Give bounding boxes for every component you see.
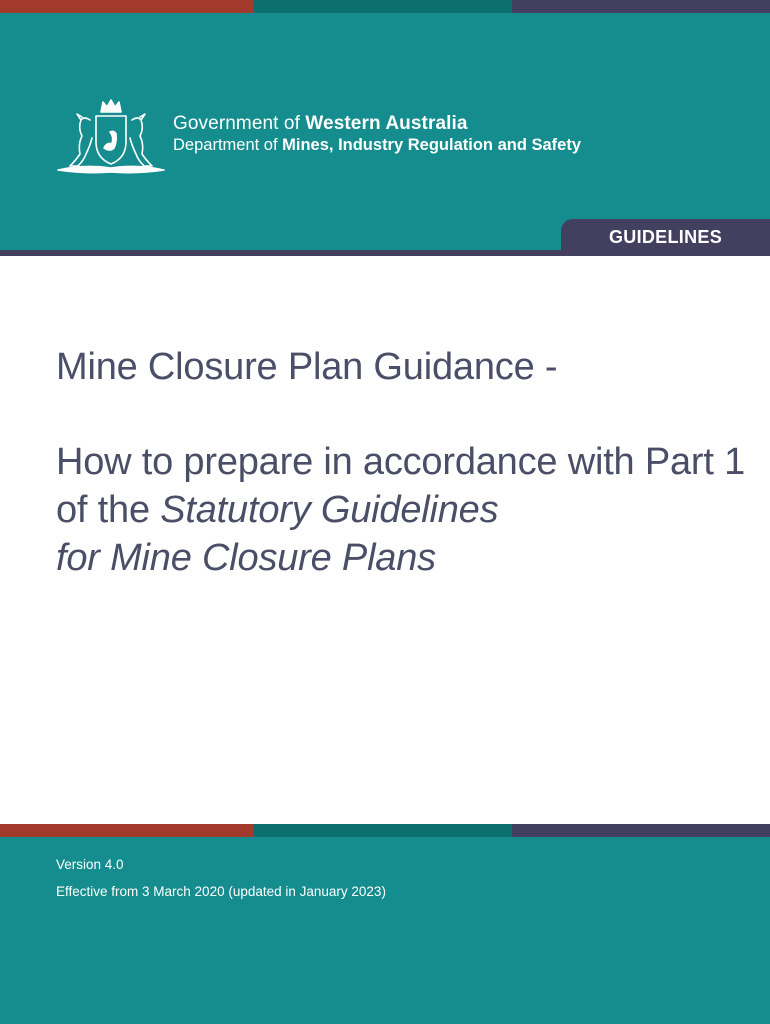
title-part-plain: How to prepare in accordance with Part 1 of the	[56, 441, 746, 531]
top-color-stripe	[0, 0, 770, 13]
stripe-segment-teal	[254, 0, 512, 13]
title-line-2	[56, 438, 746, 582]
effective-date: Effective from 3 March 2020 (updated in January 2023)	[56, 884, 386, 899]
version-label: Version 4.0	[56, 857, 124, 872]
stripe-segment-red	[0, 0, 254, 13]
coat-of-arms-icon	[54, 98, 168, 178]
title-part-italic-1: Statutory Guidelines	[160, 489, 499, 531]
bottom-color-stripe	[0, 824, 770, 837]
gov-state: Western Australia	[305, 113, 468, 134]
document-title	[56, 342, 746, 582]
stripe-segment-navy	[512, 0, 770, 13]
document-type-tag: GUIDELINES	[561, 219, 770, 256]
dept-title: Mines, Industry Regulation and Safety	[282, 136, 582, 154]
department-name	[173, 136, 581, 155]
dept-prefix: Department of	[173, 136, 283, 154]
stripe-segment-teal	[254, 824, 512, 837]
stripe-segment-red	[0, 824, 254, 837]
stripe-segment-navy	[512, 824, 770, 837]
gov-prefix: Government of	[173, 113, 306, 134]
government-name	[173, 113, 468, 135]
title-part-italic-2: for Mine Closure Plans	[56, 537, 436, 579]
title-line-1: Mine Closure Plan Guidance -	[56, 346, 558, 388]
